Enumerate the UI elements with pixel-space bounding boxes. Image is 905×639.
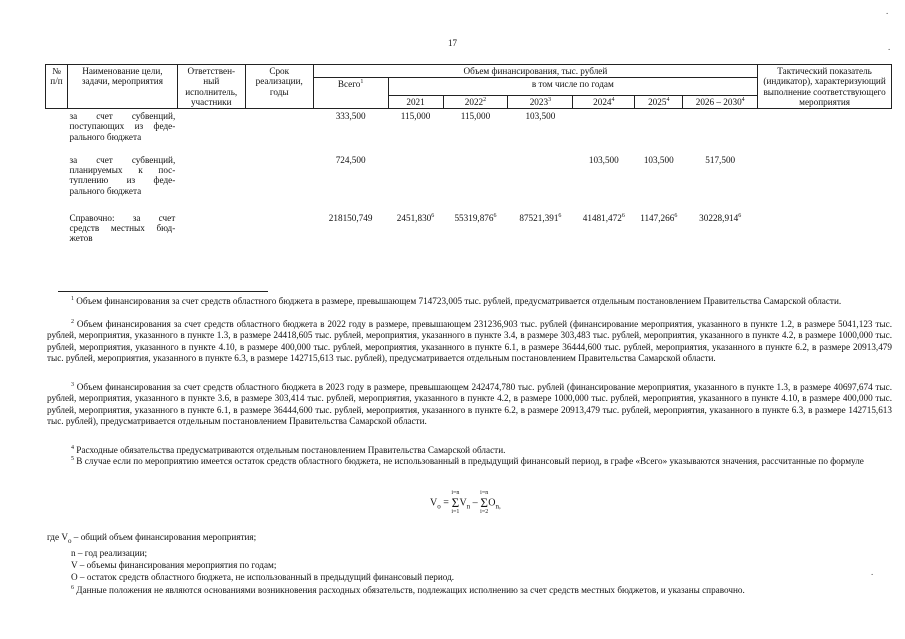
- footnote-1: $^1$ Объем финансирования за счет средств областного бюджета в размере, превышающем 714723,005 тыс. рублей, предусматривается отдельным постановлением Правительства Самарской области.: [71, 295, 842, 306]
- header-by-year: в том числе по годам: [388, 78, 758, 96]
- footnote-5: $^5$ В случае если по мероприятию имеется остаток средств областного бюджета, не использованный в предыдущий финансовый период, в графе «Всего» указываются значения, рассчитанные по формуле: [71, 455, 864, 466]
- scan-mark: .: [888, 42, 891, 52]
- row-year-value: 103,500: [525, 111, 556, 122]
- row-year-value: 517,500: [705, 154, 736, 165]
- row-year-value: 1147,266$^6$: [640, 212, 678, 223]
- page-number: 17: [448, 38, 457, 48]
- footnote-3: $^3$ Объем финансирования за счет средств областного бюджета в 2023 году в размере, превышающем 242474,780 тыс. рублей (финансирование мероприятия, указанного в пункте 1.3, в размере 40697,674 тыс. рублей, мероприятия, указанного в пункте 3.6, в размере 303,414 тыс. рублей, мероприятия, указанного в пункте 4.2, в размере 1000,000 тыс. рублей, мероприятия, указанного в пункте 4.10, в размере 400,000 тыс. рублей, мероприятия, указанного в пункте 6.1, в размере 36444,600 тыс. рублей, мероприятия, указанного в пункте 6.2, в размере 20913,479 тыс. рублей, мероприятия, указанного в пункте 6.3, в размере 142715,613 тыс. рублей), предусматривается отдельным постановлением Правительства Самарской области.: [47, 381, 892, 426]
- row-year-value: 87521,391$^6$: [519, 212, 562, 223]
- header-year: 2022$^2$: [443, 95, 508, 108]
- header-year: 2021: [388, 95, 443, 108]
- row-name: за счет субвенций, поступающих из феде-рального бюджета: [69, 111, 176, 142]
- scan-mark: .: [871, 567, 874, 577]
- header-period: Срок реализации, годы: [245, 65, 313, 109]
- row-name: Справочно: за счет средств местных бюд-жетов: [69, 212, 176, 244]
- header-volume: Объем финансирования, тыс. рублей: [313, 65, 757, 78]
- row-year-value: 55319,876$^6$: [454, 212, 497, 223]
- header-year: 2025$^4$: [635, 95, 683, 108]
- definition-o: O – остаток средств областного бюджета, не использованный в предыдущий финансовый период.: [71, 572, 455, 583]
- footnote-2: $^2$ Объем финансирования за счет средств областного бюджета в 2022 году в размере, превышающем 231236,903 тыс. рублей (финансирование мероприятия, указанного в пункте 1.2, в размере 5041,123 тыс. рублей, мероприятия, указанного в пункте 1.3, в размере 24418,605 тыс. рублей, мероприятия, указанного в пункте 3.4, в размере 303,483 тыс. рублей, мероприятия, указанного в пункте 4.2, в размере 1000,000 тыс. рублей, мероприятия, указанного в пункте 4.10, в размере 400,000 тыс. рублей, мероприятия, указанного в пункте 6.1, в размере 36444,600 тыс. рублей, мероприятия, указанного в пункте 6.2, в размере 20913,479 тыс. рублей, мероприятия, указанного в пункте 6.3, в размере 142715,613 тыс. рублей), предусматривается отдельным постановлением Правительства Самарской области.: [47, 318, 892, 363]
- row-year-value: [443, 153, 508, 211]
- row-year-value: 2451,830$^6$: [396, 212, 435, 223]
- row-name: за счет субвенций, планируемых к пос-туплению из феде-рального бюджета: [69, 154, 176, 196]
- header-year: 2026 – 2030$^4$: [683, 95, 758, 108]
- row-year-value: 30228,914$^6$: [699, 212, 742, 223]
- footnote-4: $^4$ Расходные обязательства предусматриваются отдельным постановлением Правительства Самарской области.: [71, 444, 506, 455]
- table-body: [46, 109, 892, 246]
- header-year: 2023$^3$: [508, 95, 573, 108]
- formula-definitions: [47, 531, 892, 596]
- header-name: Наименование цели, задачи, мероприятия: [67, 65, 177, 109]
- row-total: 333,500: [335, 111, 366, 122]
- header-total: Всего$^1$: [313, 78, 388, 109]
- row-year-value: [508, 153, 573, 211]
- header-indicator: Тактический показатель (индикатор), характеризующий выполнение соответствующего мероприятия: [758, 65, 892, 109]
- definition-n: n – год реализации;: [71, 548, 148, 559]
- row-total: 218150,749: [328, 212, 373, 223]
- row-year-value: 115,000: [400, 111, 431, 122]
- financing-table: [45, 64, 892, 246]
- row-year-value: 41481,472$^6$: [582, 212, 625, 223]
- row-year-value: 103,500: [643, 154, 674, 165]
- row-year-value: [573, 109, 635, 153]
- footnote-separator: [58, 291, 268, 292]
- row-year-value: 115,000: [460, 111, 491, 122]
- table-row: [46, 153, 892, 211]
- row-year-value: [683, 109, 758, 153]
- table-row: [46, 109, 892, 153]
- definition-v: V – объемы финансирования мероприятия по годам;: [71, 560, 277, 571]
- row-year-value: 103,500: [588, 154, 619, 165]
- header-year: 2024$^4$: [573, 95, 635, 108]
- footnote-6: $^6$ Данные положения не являются основаниями возникновения расходных обязательств, подлежащих исполнению за счет средств местных бюджетов, и указаны справочно.: [71, 584, 745, 595]
- row-total: 724,500: [335, 154, 366, 165]
- table-row: [46, 211, 892, 246]
- definition-vo: где $V_o$ – общий объем финансирования мероприятия;: [47, 532, 257, 545]
- header-responsible: Ответствен-ный исполнитель, участники: [177, 65, 245, 109]
- row-year-value: [635, 109, 683, 153]
- header-num: № п/п: [46, 65, 68, 109]
- scan-mark: .: [886, 6, 889, 16]
- row-year-value: [388, 153, 443, 211]
- formula: $V_o = i=n$ Σ $i=1V_n - i=n$ Σ $i=2O_{n,}$: [430, 490, 501, 515]
